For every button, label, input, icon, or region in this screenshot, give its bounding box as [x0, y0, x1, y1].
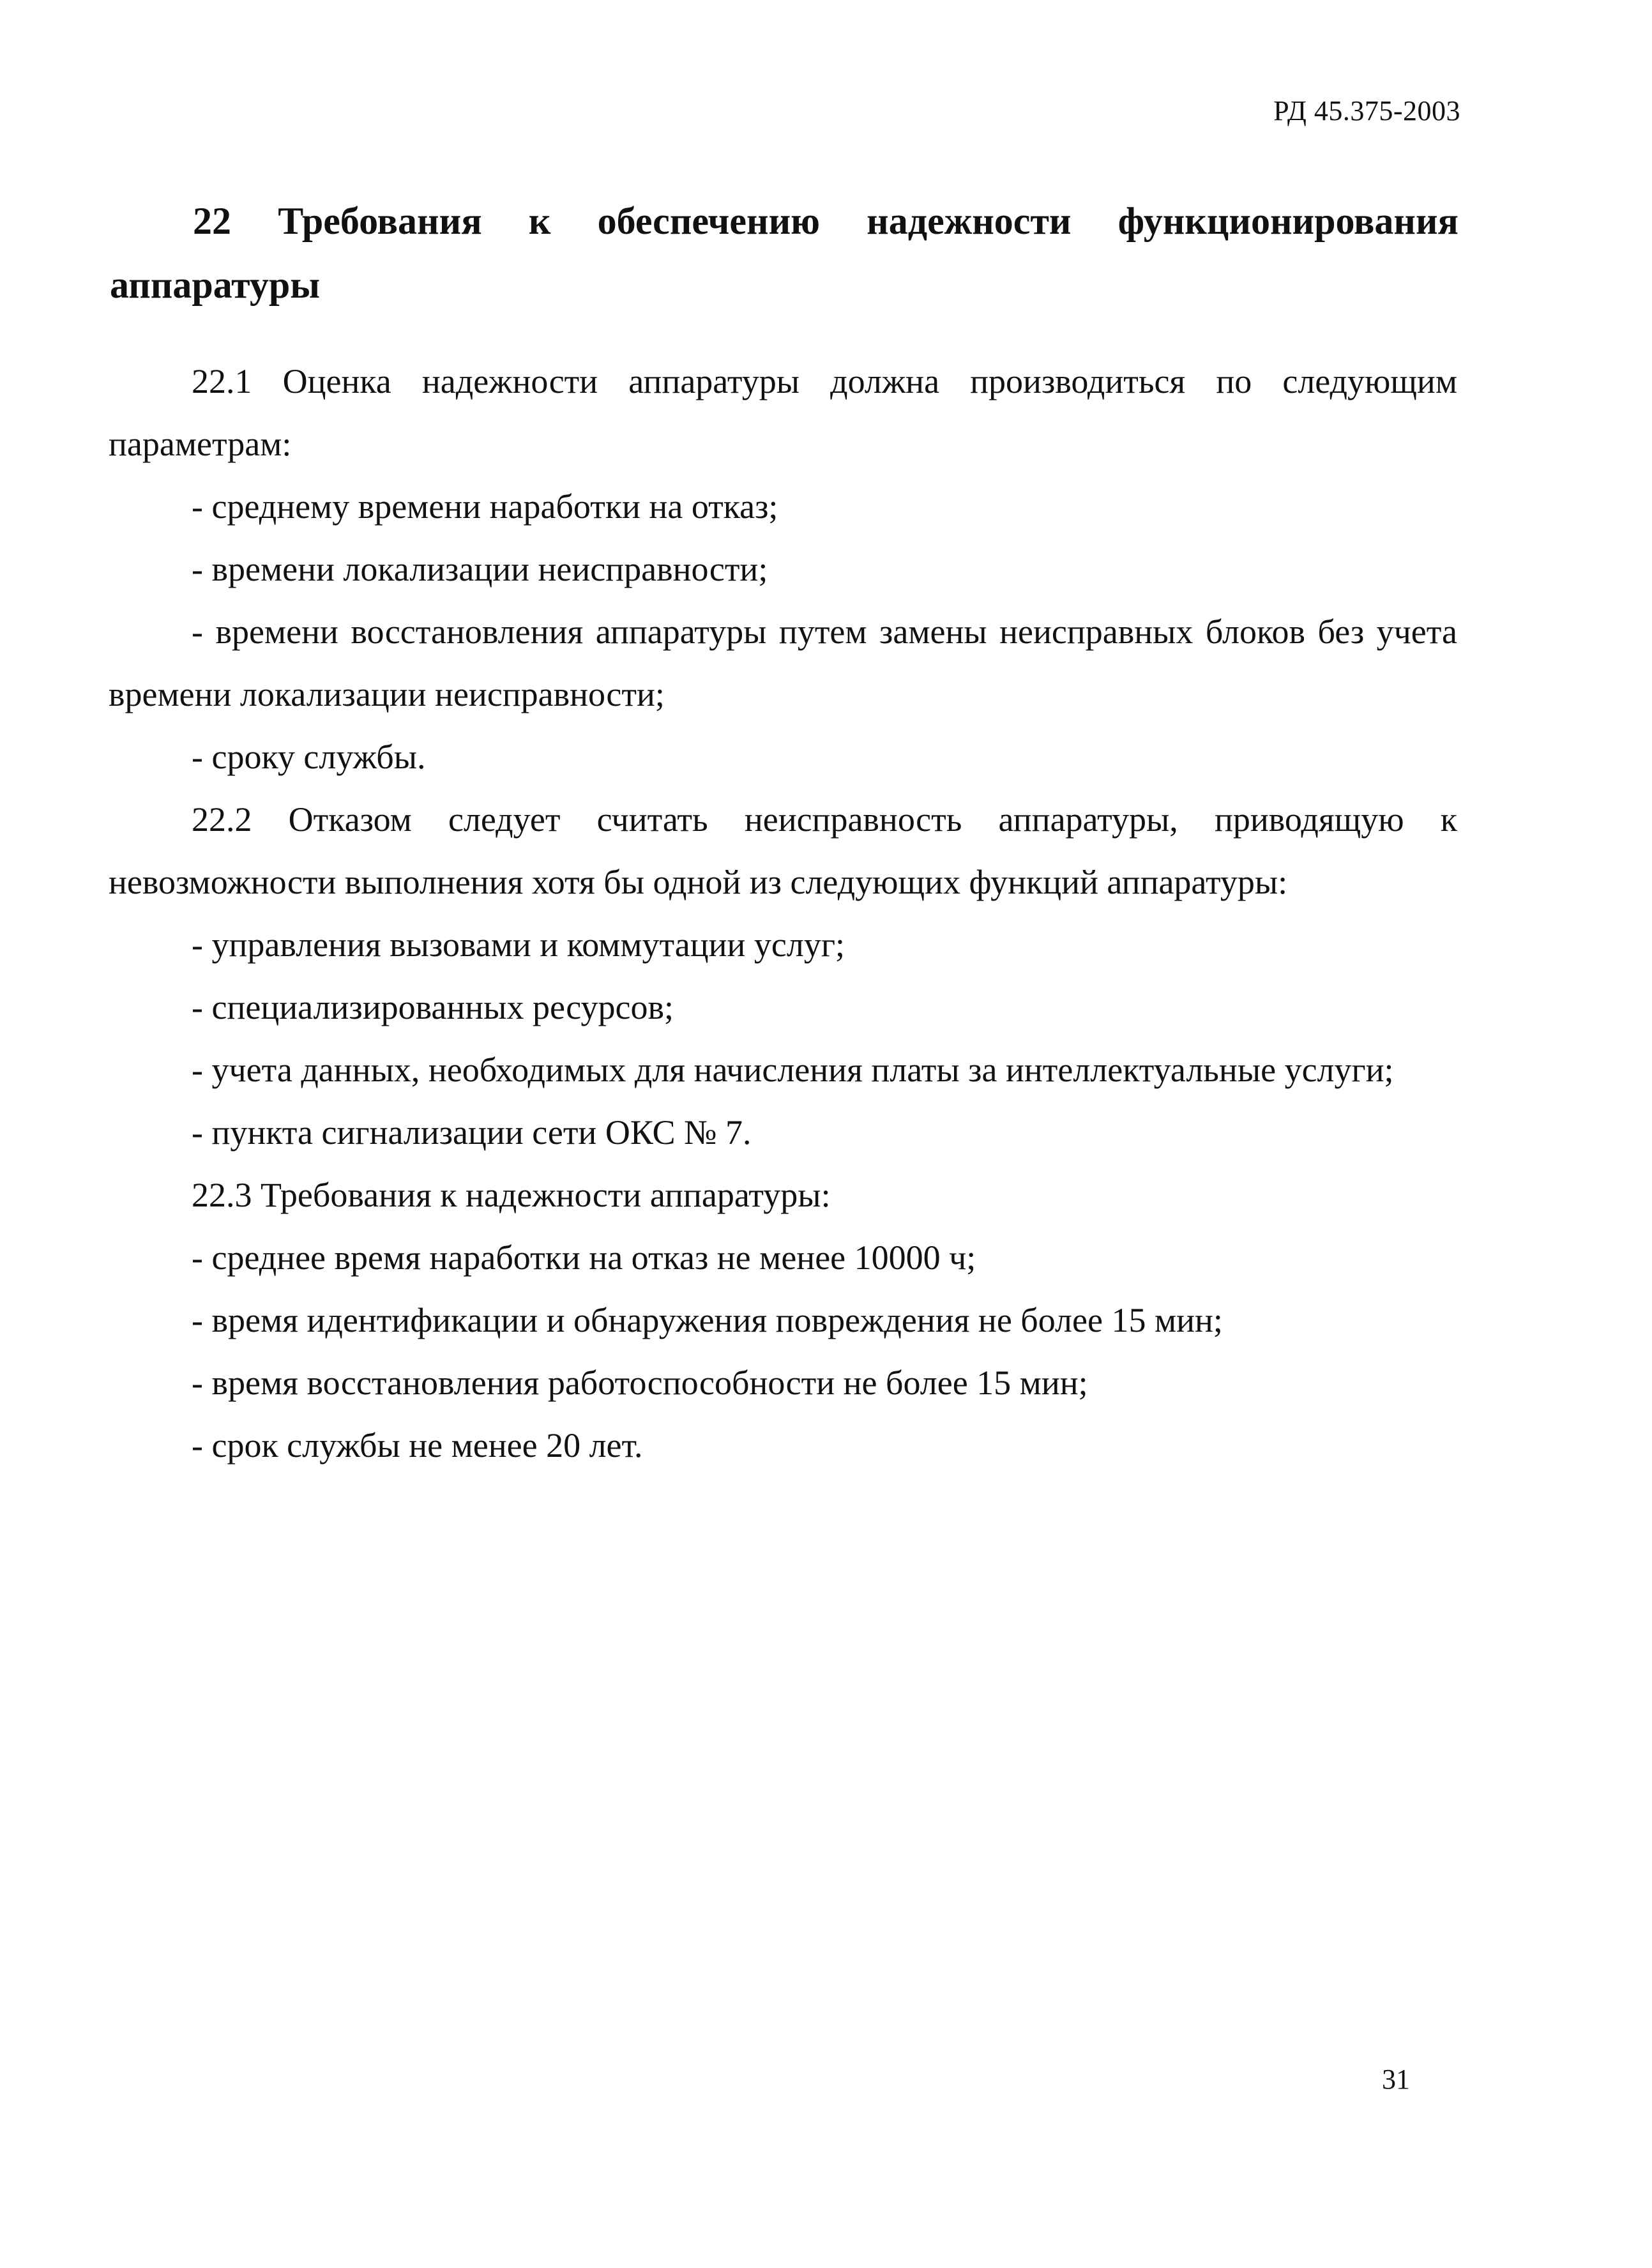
paragraph-22-2: 22.2 Отказом следует считать неисправность аппаратуры, приводящую к невозможности выполнения хотя бы одной из следующих функций аппаратуры:	[109, 800, 1457, 901]
section-body	[109, 350, 1457, 1477]
list-item: - время восстановления работоспособности не более 15 мин;	[192, 1364, 1088, 1402]
list-item: - времени локализации неисправности;	[192, 550, 768, 588]
list-item: - среднее время наработки на отказ не менее 10000 ч;	[192, 1238, 976, 1277]
list-item: - пункта сигнализации сети ОКС № 7.	[192, 1113, 752, 1152]
list-item: - управления вызовами и коммутации услуг;	[192, 925, 845, 964]
list-item: - среднему времени наработки на отказ;	[192, 487, 778, 526]
list-item: - сроку службы.	[192, 738, 426, 776]
paragraph-22-3: 22.3 Требования к надежности аппаратуры:	[192, 1176, 831, 1214]
list-item: - время идентификации и обнаружения повреждения не более 15 мин;	[192, 1301, 1223, 1339]
section-heading: 22 Требования к обеспечению надежности функционирования аппаратуры	[110, 200, 1459, 306]
list-item: - времени восстановления аппаратуры путем замены неисправных блоков без учета времени локализации неисправности;	[109, 613, 1457, 713]
page-number: 31	[1382, 2064, 1410, 2095]
list-item: - срок службы не менее 20 лет.	[192, 1426, 643, 1465]
document-code: РД 45.375-2003	[1273, 95, 1460, 126]
paragraph-22-1: 22.1 Оценка надежности аппаратуры должна производиться по следующим параметрам:	[109, 362, 1457, 463]
list-item: - специализированных ресурсов;	[192, 988, 674, 1026]
list-item: - учета данных, необходимых для начисления платы за интеллектуальные услуги;	[192, 1051, 1394, 1089]
